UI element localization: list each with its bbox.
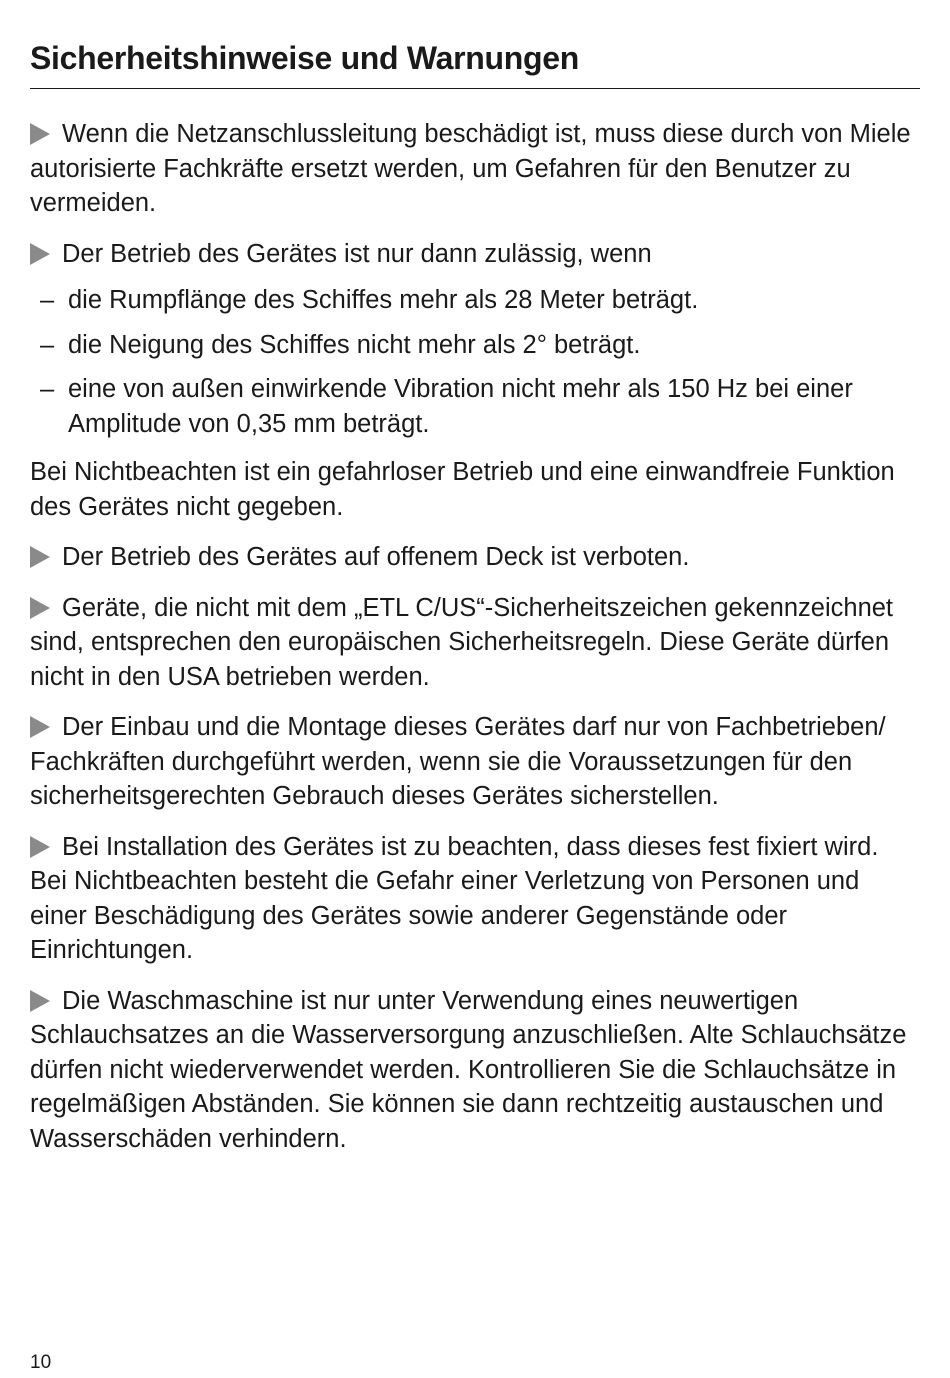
dash-bullet: – <box>40 330 55 359</box>
paragraph-note: Bei Nichtbeachten besteht die Gefahr einer Verletzung von Personen und einer Beschädigung des Gerätes sowie anderer Gegenstände oder Einrichtungen. <box>30 867 860 964</box>
dash-bullet: – <box>40 375 55 403</box>
list-item-text: eine von außen einwirkende Vibration nicht mehr als 150 Hz bei einer Amplitude von 0,35 mm beträgt. <box>68 375 853 438</box>
page-title: Sicherheitshinweise und Warnungen <box>30 38 920 89</box>
page-number: 10 <box>30 1352 52 1373</box>
triangle-arrow-icon <box>30 597 50 619</box>
paragraph-operation-conditions <box>30 237 920 272</box>
dash-bullet: – <box>40 286 55 314</box>
paragraph-hose-set <box>30 984 920 1157</box>
paragraph-open-deck <box>30 540 920 575</box>
conditions-list <box>30 283 920 441</box>
list-item-text: die Neigung des Schiffes nicht mehr als 2° beträgt. <box>68 330 641 359</box>
list-item <box>30 283 920 318</box>
document-page <box>30 0 920 1172</box>
triangle-arrow-icon <box>30 836 50 858</box>
list-item <box>30 372 920 441</box>
list-item <box>30 328 920 363</box>
paragraph-power-cord <box>30 117 920 221</box>
paragraph-text: Geräte, die nicht mit dem „ETL C/US“-Sicherheitszeichen gekennzeichnet sind, entsprechen den europäischen Sicherheitsregeln. Diese Geräte dürfen nicht in den USA betrieben werden. <box>30 593 894 691</box>
paragraph-text: Der Einbau und die Montage dieses Gerätes darf nur von Fachbetrieben/ Fachkräften durchgeführt werden, wenn sie die Voraussetzungen für den sicherheitsgerechten Gebrauch dieses Gerätes sicherstellen. <box>30 713 886 810</box>
paragraph-etl-mark <box>30 591 920 695</box>
paragraph-fixed-installation <box>30 830 920 968</box>
paragraph-text: Der Betrieb des Gerätes auf offenem Deck ist verboten. <box>62 543 690 571</box>
paragraph-text: Der Betrieb des Gerätes ist nur dann zulässig, wenn <box>62 239 652 268</box>
paragraph-text: Wenn die Netzanschlussleitung beschädigt ist, muss diese durch von Miele autorisierte Fachkräfte ersetzt werden, um Gefahren für den Benutzer zu vermeiden. <box>30 120 911 217</box>
paragraph-installation-specialists <box>30 710 920 814</box>
triangle-arrow-icon <box>30 123 50 145</box>
list-item-text: die Rumpflänge des Schiffes mehr als 28 Meter beträgt. <box>68 286 699 314</box>
paragraph-text: Die Waschmaschine ist nur unter Verwendung eines neuwertigen Schlauchsatzes an die Wasserversorgung anzuschließen. Alte Schlauchsätze dürfen nicht wiederverwendet werden. Kontrollieren Sie die Schlauchsätze in regelmäßigen Abständen. Sie können sie dann rechtzeitig austauschen und Wasserschäden verhindern. <box>30 986 907 1153</box>
triangle-arrow-icon <box>30 243 50 265</box>
paragraph-text: Bei Installation des Gerätes ist zu beachten, dass dieses fest fixiert wird. <box>62 832 879 861</box>
content <box>30 117 920 1156</box>
triangle-arrow-icon <box>30 546 50 568</box>
paragraph-note: Bei Nichtbeachten ist ein gefahrloser Betrieb und eine einwandfreie Funktion des Gerätes nicht gegeben. <box>30 458 895 521</box>
triangle-arrow-icon <box>30 990 50 1012</box>
triangle-arrow-icon <box>30 716 50 738</box>
